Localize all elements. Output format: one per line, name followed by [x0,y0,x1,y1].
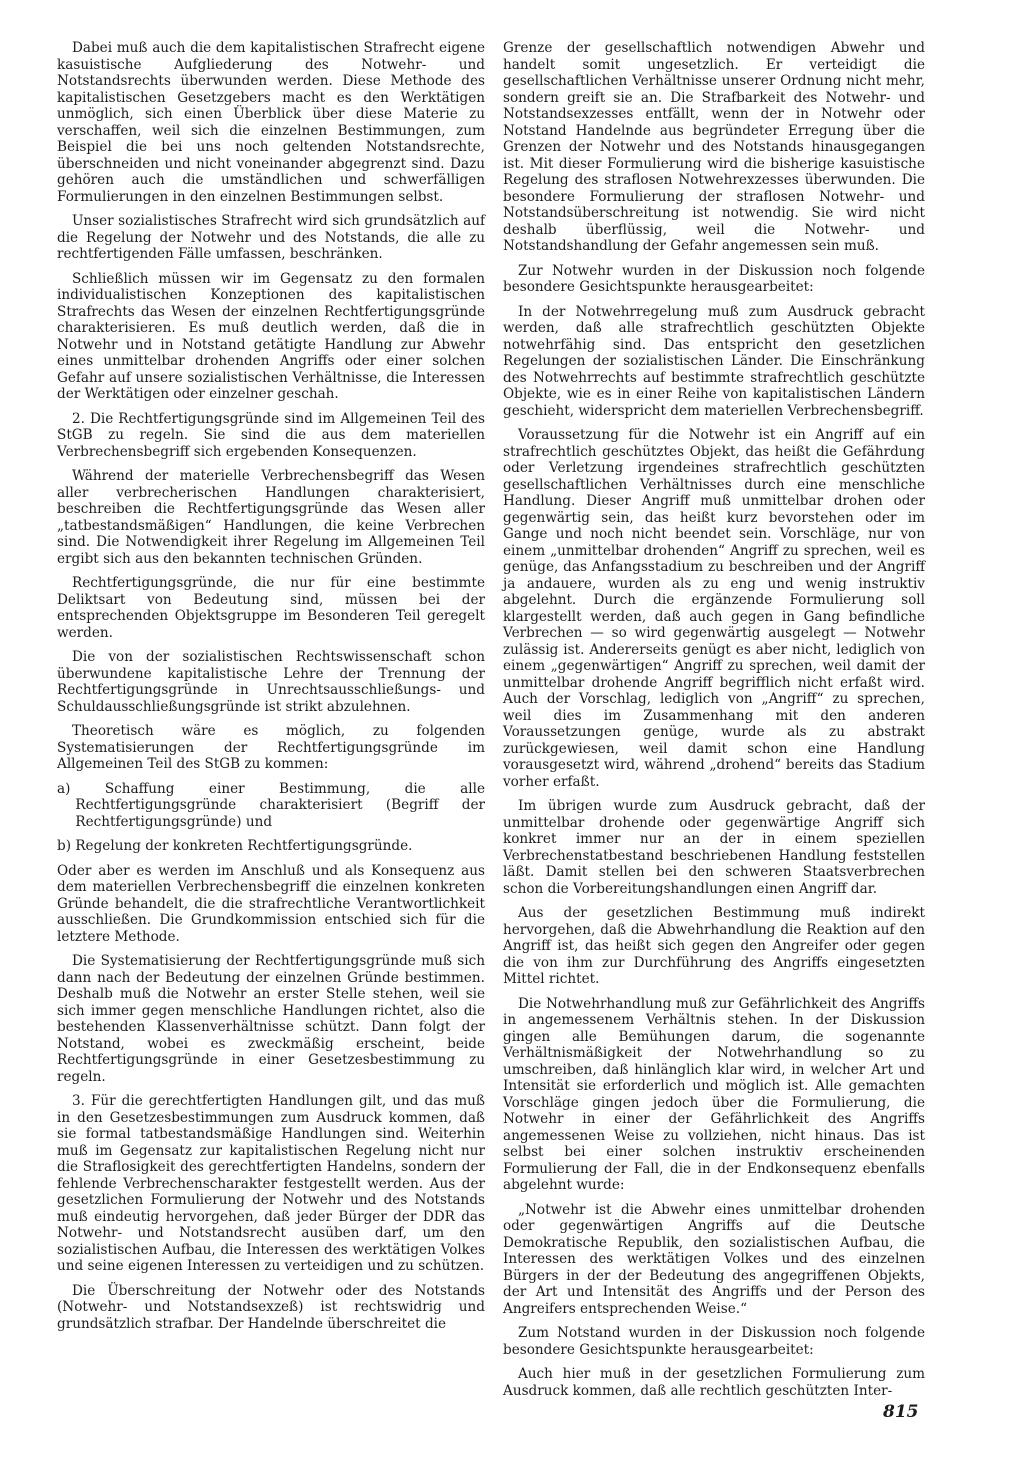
paragraph: Während der materielle Verbrechensbegriff das Wesen aller verbrecherischen Handlungen charakterisiert, beschreiben die Rechtfertigungsgründe das Wesen aller „tatbestandsmäßigen“ Handlungen, die keine Verbrechen sind. Die Notwendigkeit ihrer Regelung im Allgemeinen Teil ergibt sich aus den bekannten technischen Gründen. [57,468,485,567]
paragraph: Im übrigen wurde zum Ausdruck gebracht, daß der unmittelbar drohende oder gegenwärtige Angriff sich konkret immer nur an der in einem speziellen Verbrechenstatbestand beschriebenen Handlung feststellen läßt. Damit stellen bei den schweren Staatsverbrechen schon die Vorbereitungshandlungen einen Angriff dar. [503,798,925,897]
quotation: „Notwehr ist die Abwehr eines unmittelbar drohenden oder gegenwärtigen Angriffs auf die Deutsche Demokratische Republik, den sozialistischen Aufbau, die Interessen des werktätigen Volkes und des einzelnen Bürgers in der der Bedeutung des angegriffenen Objekts, der Art und Intensität des Angriffs und der Person des Angreifers entsprechenden Weise.“ [503,1201,925,1317]
paragraph: Dabei muß auch die dem kapitalistischen Strafrecht eigene kasuistische Aufgliederung des Notwehr- und Notstandsrechts überwunden werden. Diese Methode des kapitalistischen Gesetzgebers macht es den Werktätigen unmöglich, sich einen Überblick über diese Materie zu verschaffen, weil sich die einzelnen Bestimmungen, zum Beispiel die bei uns noch geltenden Notstandsrechte, überschneiden und nicht voneinander abgegrenzt sind. Dazu gehören auch die umständlichen und schwerfälligen Formulierungen in den einzelnen Bestimmungen selbst. [57,40,485,205]
paragraph: Rechtfertigungsgründe, die nur für eine bestimmte Deliktsart von Bedeutung sind, müssen bei der entsprechenden Objektsgruppe im Besonderen Teil geregelt werden. [57,575,485,641]
paragraph: Schließlich müssen wir im Gegensatz zu den formalen individualistischen Konzeptionen des kapitalistischen Strafrechts das Wesen der einzelnen Rechtfertigungsgründe charakterisieren. Es muß deutlich werden, daß die in Notwehr und in Notstand getätigte Handlung zur Abwehr eines unmittelbar drohenden Angriffs oder einer solchen Gefahr auf unsere sozialistischen Verhältnisse, die Interessen der Werktätigen oder einzelner geschah. [57,270,485,402]
list-item: b) Regelung der konkreten Rechtfertigungsgründe. [57,838,413,854]
paragraph: Unser sozialistisches Strafrecht wird sich grundsätzlich auf die Regelung der Notwehr und des Notstands, die alle zu rechtfertigenden Fälle umfassen, beschränken. [57,213,485,262]
right-column [503,40,925,1407]
paragraph: Die Systematisierung der Rechtfertigungsgründe muß sich dann nach der Bedeutung der einzelnen Gründe bestimmen. Deshalb muß die Notwehr an erster Stelle stehen, weil sie sich immer gegen menschliche Handlungen richtet, also die bestehenden Klassenverhältnisse schützt. Dann folgt der Notstand, wobei es zweckmäßig erscheint, beide Rechtfertigungsgründe in einer Gesetzesbestimmung zu regeln. [57,953,485,1085]
paragraph: Grenze der gesellschaftlich notwendigen Abwehr und handelt somit ungesetzlich. Er verteidigt die gesellschaftlichen Verhältnisse unserer Ordnung nicht mehr, sondern greift sie an. Die Strafbarkeit des Notwehr- und Notstandsexzesses entfällt, wenn der in Notwehr oder Notstand Handelnde aus begründeter Erregung über die Grenzen der Notwehr und des Notstands hinausgegangen ist. Mit dieser Formulierung wird die bisherige kasuistische Regelung des straflosen Notwehrexzesses überwunden. Die besondere Formulierung der straflosen Notwehr- und Notstandsüberschreitung ist notwendig. Sie wird nicht deshalb überflüssig, weil die Notwehr- und Notstandshandlung der Gefahr angemessen sein muß. [503,40,925,254]
paragraph: Oder aber es werden im Anschluß und als Konsequenz aus dem materiellen Verbrechensbegriff die einzelnen konkreten Gründe behandelt, die die strafrechtliche Verantwortlichkeit ausschließen. Die Grundkommission entschied sich für die letztere Methode. [57,862,485,945]
paragraph: Theoretisch wäre es möglich, zu folgenden Systematisierungen der Rechtfertigungsgründe im Allgemeinen Teil des StGB zu kommen: [57,723,485,772]
paragraph: Die Notwehrhandlung muß zur Gefährlichkeit des Angriffs in angemessenem Verhältnis stehen. In der Diskussion gingen alle Bemühungen darum, die sogenannte Verhältnismäßigkeit der Notwehrhandlung so zu umschreiben, daß hinlänglich klar wird, in welcher Art und Intensität sie erforderlich und möglich ist. Alle gemachten Vorschläge gingen jedoch über die Formulierung, die Notwehr in einer der Gefährlichkeit des Angriffs angemessenen Weise zu vollziehen, nicht hinaus. Das ist selbst bei einer solchen instruktiv erscheinenden Formulierung der Fall, die in der Endkonsequenz ebenfalls abgelehnt wurde: [503,995,925,1193]
paragraph: Zum Notstand wurden in der Diskussion noch folgende besondere Gesichtspunkte herausgearbeitet: [503,1325,925,1358]
paragraph: 2. Die Rechtfertigungsgründe sind im Allgemeinen Teil des StGB zu regeln. Sie sind die aus dem materiellen Verbrechensbegriff sich ergebenden Konsequenzen. [57,410,485,460]
paragraph: Auch hier muß in der gesetzlichen Formulierung zum Ausdruck kommen, daß alle rechtlich geschützten Inter- [503,1366,925,1399]
list-item: a) Schaffung einer Bestimmung, die alle Rechtfertigungsgründe charakterisiert (Begriff der Rechtfertigungsgründe) und [57,780,485,830]
left-column [57,40,485,1340]
page-number: 815 [883,1402,919,1422]
paragraph: Zur Notwehr wurden in der Diskussion noch folgende besondere Gesichtspunkte herausgearbeitet: [503,262,925,295]
paragraph: In der Notwehrregelung muß zum Ausdruck gebracht werden, daß alle strafrechtlich geschützten Objekte notwehrfähig sind. Das entspricht den gesetzlichen Regelungen der sozialistischen Länder. Die Einschränkung des Notwehrrechts auf bestimmte strafrechtlich geschützte Objekte, wie es in einer Reihe von kapitalistischen Ländern geschieht, widerspricht dem materiellen Verbrechensbegriff. [503,303,925,419]
paragraph: Die Überschreitung der Notwehr oder des Notstands (Notwehr- und Notstandsexzeß) ist rechtswidrig und grundsätzlich strafbar. Der Handelnde überschreitet die [57,1282,485,1332]
paragraph: Die von der sozialistischen Rechtswissenschaft schon überwundene kapitalistische Lehre der Trennung der Rechtfertigungsgründe in Unrechtsausschließungs- und Schuldausschließungsgründe ist strikt abzulehnen. [57,649,485,715]
paragraph: 3. Für die gerechtfertigten Handlungen gilt, und das muß in den Gesetzesbestimmungen zum Ausdruck kommen, daß sie formal tatbestandsmäßige Handlungen sind. Weiterhin muß im Gegensatz zur kapitalistischen Regelung nicht nur die Straflosigkeit des gerechtfertigten Handelns, sondern der fehlende Verbrechenscharakter festgestellt werden. Aus der gesetzlichen Formulierung der Notwehr und des Notstands muß eindeutig hervorgehen, daß jeder Bürger der DDR das Notwehr- und Notstandsrecht ausüben darf, um den sozialistischen Aufbau, die Interessen des werktätigen Volkes und seine eigenen Interessen zu verteidigen und zu schützen. [57,1093,485,1274]
paragraph: Aus der gesetzlichen Bestimmung muß indirekt hervorgehen, daß die Abwehrhandlung die Reaktion auf den Angriff ist, das heißt sich gegen den Angreifer oder gegen die von ihm zur Durchführung des Angriffs eingesetzten Mittel richtet. [503,905,925,987]
paragraph: Voraussetzung für die Notwehr ist ein Angriff auf ein strafrechtlich geschütztes Objekt, das heißt die Gefährdung oder Verletzung irgendeines strafrechtlich geschützten gesellschaftlichen Verhältnisses durch eine menschliche Handlung. Dieser Angriff muß unmittelbar drohen oder gegenwärtig sein, das heißt kurz bevorstehen oder im Gange und noch nicht beendet sein. Vorschläge, nur von einem „unmittelbar drohenden“ Angriff zu sprechen, weil es genüge, das Anfangsstadium zu beschreiben und der Angriff ja andauere, wurden als zu eng und wenig instruktiv abgelehnt. Durch die ergänzende Formulierung soll klargestellt werden, daß auch gegen in Gang befindliche Verbrechen — so wird gegenwärtig ausgelegt — Notwehr zulässig ist. Andererseits genügt es aber nicht, lediglich von einem „gegenwärtigen“ Angriff zu sprechen, weil damit der unmittelbar drohende Angriff begrifflich nicht erfaßt wird. Auch der Vorschlag, lediglich von „Angriff“ zu sprechen, weil dies im Zusammenhang mit den anderen Voraussetzungen genüge, wurde als zu abstrakt zurückgewiesen, weil damit schon eine Handlung vorausgesetzt wird, während „drohend“ bereits das Stadium vorher erfaßt. [503,427,925,790]
